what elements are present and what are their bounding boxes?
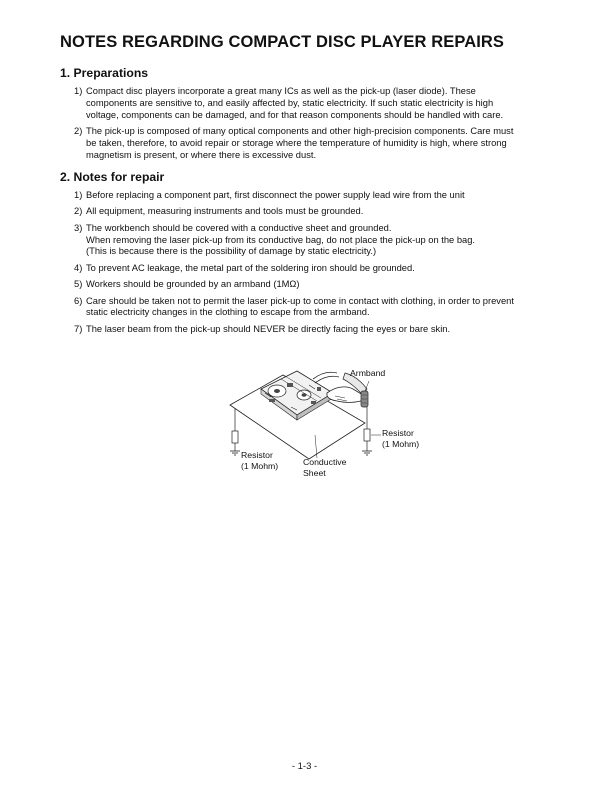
- item-number: 7): [74, 323, 83, 334]
- item-text: be taken, therefore, to avoid repair or storage where the temperature of humidity is high, where strong: [86, 137, 507, 148]
- list-item: [74, 126, 564, 161]
- list-item: [74, 86, 564, 121]
- resistor-left-shape: [232, 431, 238, 443]
- resistor-right-value: (1 Mohm): [382, 439, 420, 449]
- resistor-right-label: Resistor: [382, 428, 414, 438]
- list-item: [74, 190, 564, 202]
- item-text: The workbench should be covered with a conductive sheet and grounded.: [86, 222, 392, 233]
- conductive-sheet-label-line2: Sheet: [303, 468, 326, 478]
- resistor-right-shape: [364, 429, 370, 441]
- repair-notes-list: [74, 190, 564, 340]
- item-text: Before replacing a component part, first disconnect the power supply lead wire from the unit: [86, 190, 465, 200]
- resistor-left-label: Resistor: [241, 450, 273, 460]
- item-number: 6): [74, 295, 83, 306]
- list-item: [74, 223, 564, 258]
- list-item: [74, 279, 564, 291]
- item-text: The laser beam from the pick-up should NEVER be directly facing the eyes or bare skin.: [86, 323, 451, 334]
- item-text: Care should be taken not to permit the laser pick-up to come in contact with clothing, in order to prevent: [86, 295, 514, 306]
- section-heading-notes-for-repair: 2. Notes for repair: [60, 170, 165, 184]
- preparations-list: [74, 86, 564, 166]
- item-text: (This is because there is the possibility of damage by static electricity.): [86, 246, 377, 257]
- item-number: 1): [74, 86, 83, 96]
- list-item: [74, 263, 564, 275]
- grounding-setup-diagram: [225, 363, 435, 488]
- item-number: 2): [74, 125, 83, 136]
- item-text: voltage, components can be damaged, and for that reason components should be handled with care.: [86, 109, 504, 120]
- conductive-sheet-label: Conductive: [303, 457, 347, 467]
- resistor-left-value: (1 Mohm): [241, 461, 279, 471]
- item-number: 3): [74, 222, 83, 233]
- item-text: components are sensitive to, and easily affected by, static electricity. If such static electricity is high: [86, 97, 494, 108]
- list-item: [74, 206, 564, 218]
- page-number: - 1-3 -: [291, 761, 318, 772]
- item-text: The pick-up is composed of many optical components and other high-precision components. Care must: [86, 125, 514, 136]
- section-heading-preparations: 1. Preparations: [60, 66, 149, 80]
- item-text: magnetism is present, or where there is excessive dust.: [86, 149, 317, 160]
- item-number: 4): [74, 262, 83, 273]
- list-item: [74, 296, 564, 320]
- item-text: static electricity changes in the clothing to escape from the armband.: [86, 307, 370, 318]
- list-item: [74, 324, 564, 336]
- item-text: All equipment, measuring instruments and tools must be grounded.: [86, 206, 364, 217]
- item-text: Workers should be grounded by an armband (1MΩ): [86, 279, 300, 290]
- armband-label: Armband: [350, 368, 386, 378]
- item-number: 2): [74, 206, 83, 217]
- item-number: 5): [74, 279, 83, 290]
- item-text: When removing the laser pick-up from its conductive bag, do not place the pick-up on the bag.: [86, 234, 476, 245]
- page-title: NOTES REGARDING COMPACT DISC PLAYER REPAIRS: [60, 33, 505, 51]
- item-text: To prevent AC leakage, the metal part of the soldering iron should be grounded.: [86, 262, 415, 273]
- item-number: 1): [74, 190, 83, 200]
- item-text: Compact disc players incorporate a great many ICs as well as the pick-up (laser diode). These: [86, 86, 476, 96]
